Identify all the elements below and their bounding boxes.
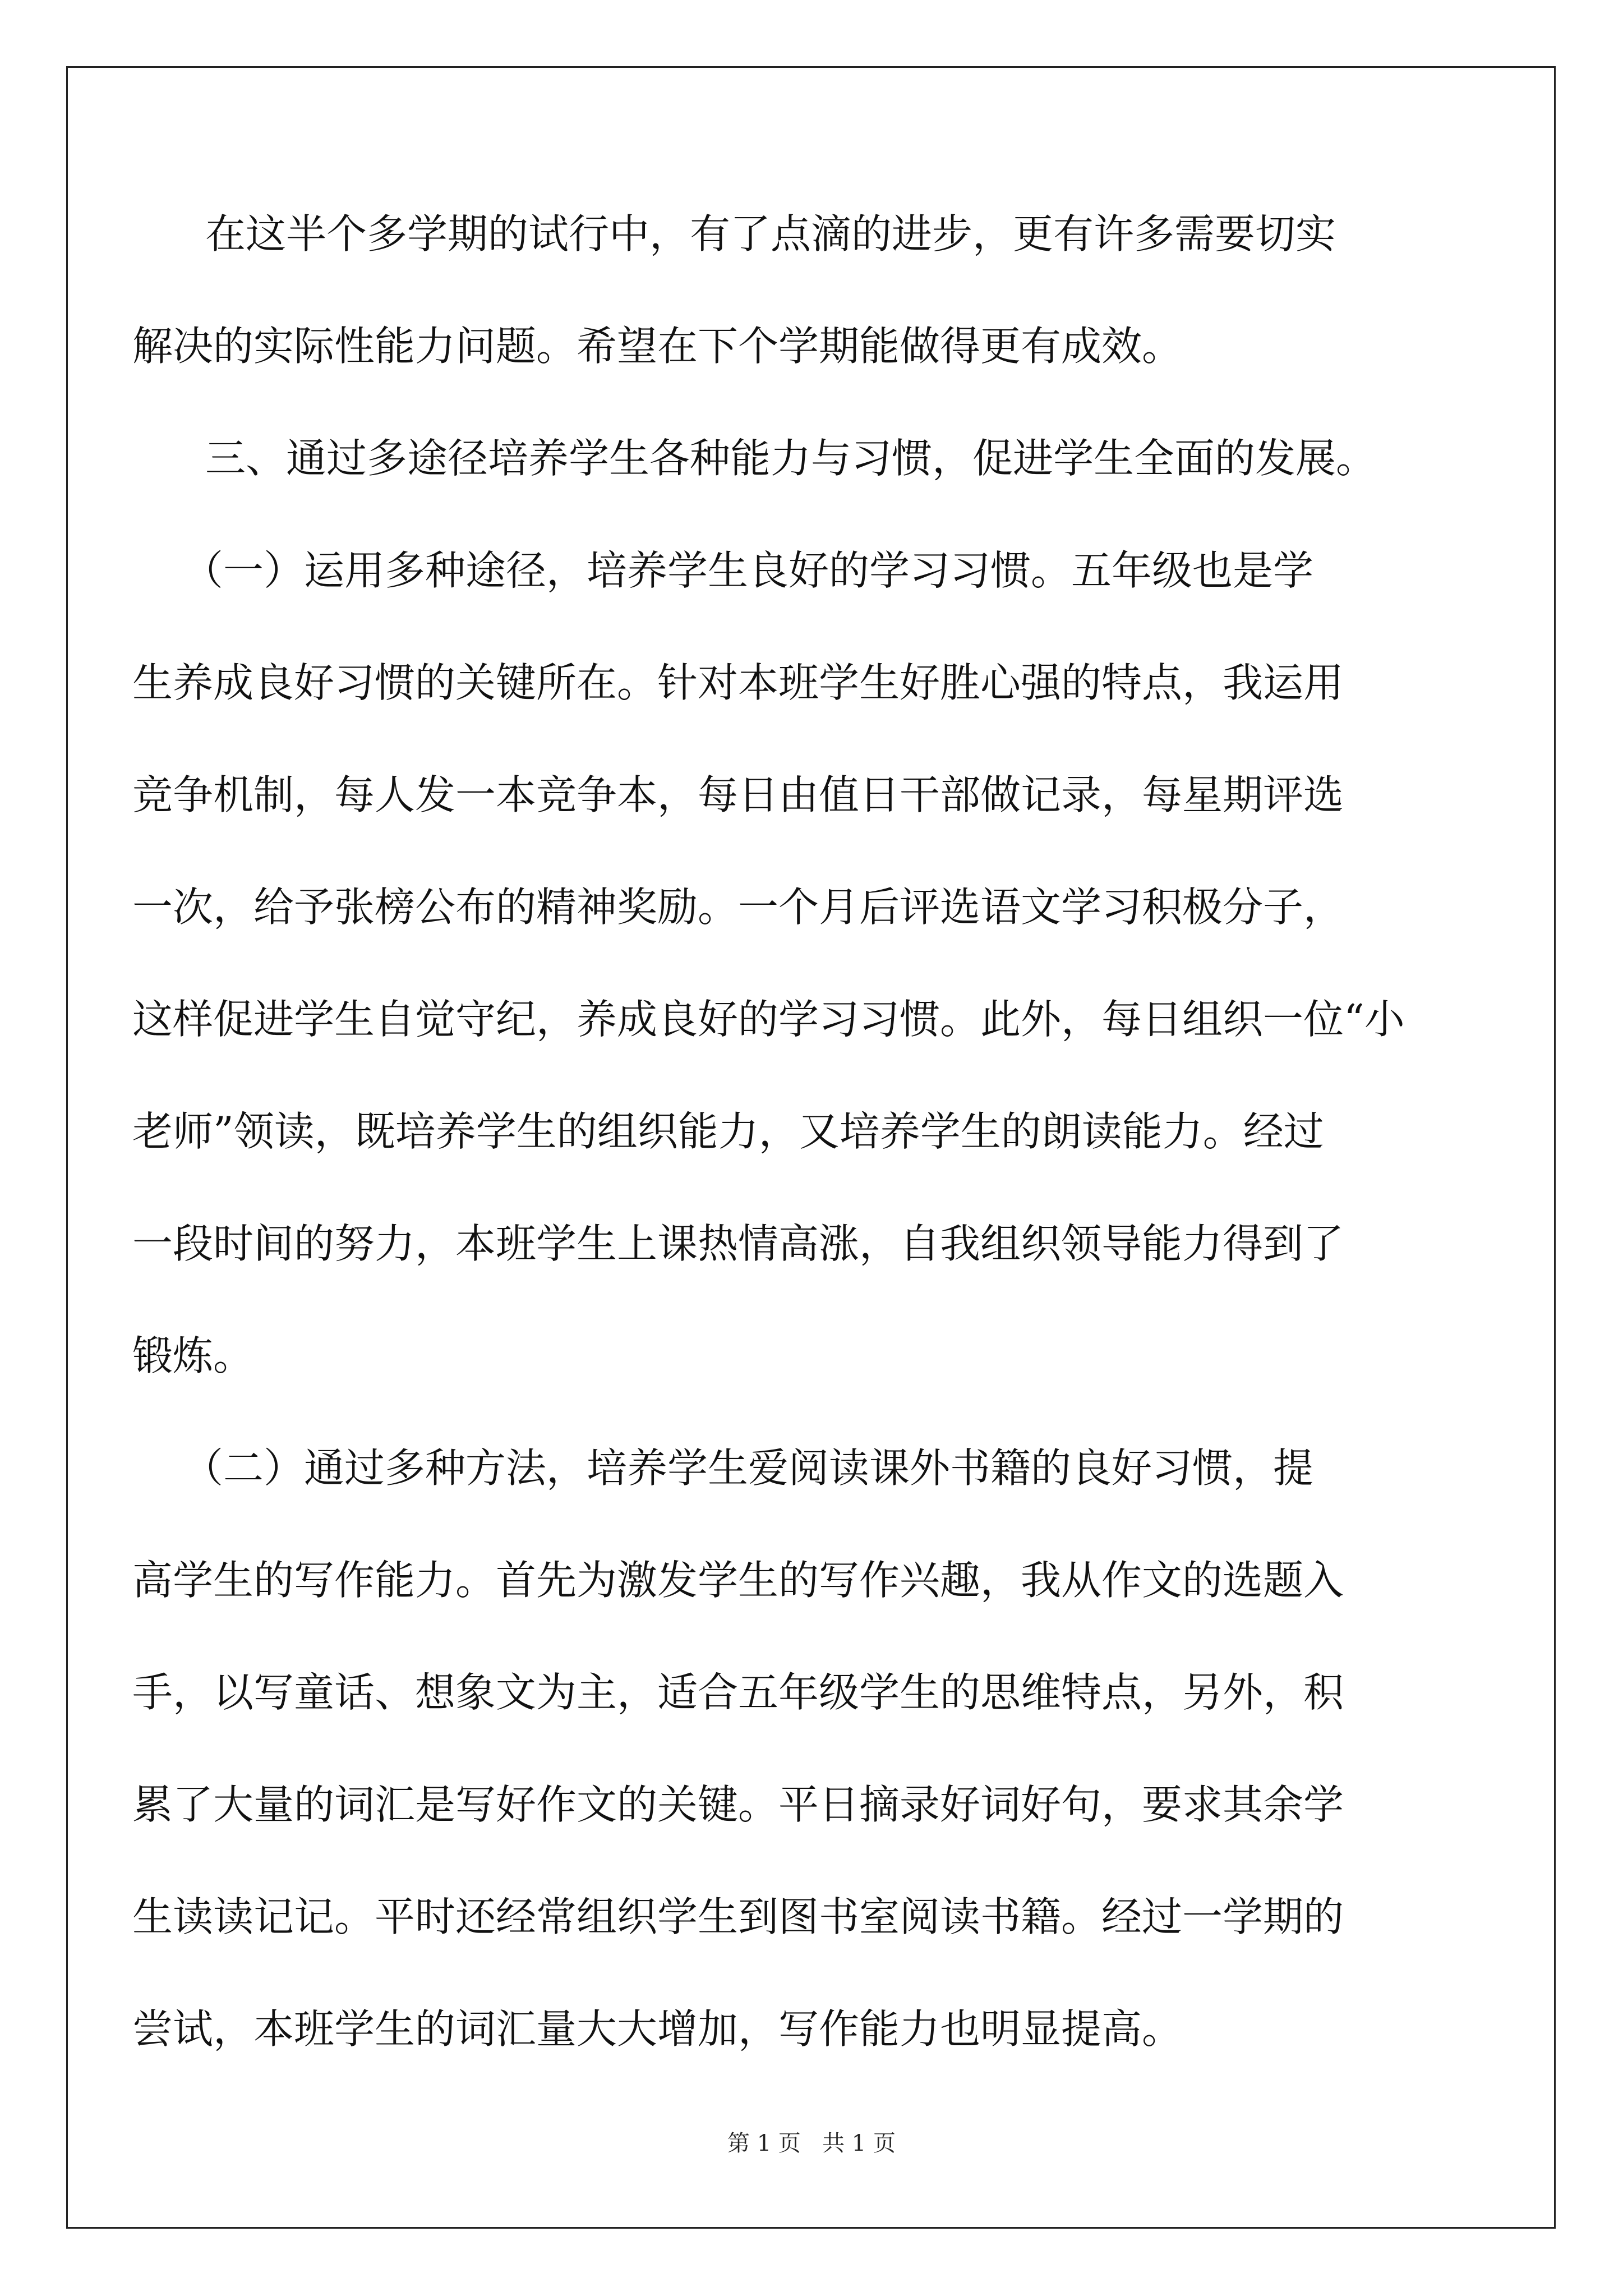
text-line: 高学生的写作能力。首先为激发学生的写作兴趣，我从作文的选题入 [132, 1557, 1344, 1604]
text-line: 在这半个多学期的试行中，有了点滴的进步，更有许多需要切实 [205, 210, 1336, 257]
text-line: 老师”领读，既培养学生的组织能力，又培养学生的朗读能力。经过 [132, 1108, 1324, 1155]
text-line: 生养成良好习惯的关键所在。针对本班学生好胜心强的特点，我运用 [132, 659, 1344, 706]
text-line: 锻炼。 [132, 1332, 254, 1379]
text-line: 这样促进学生自觉守纪，养成良好的学习习惯。此外，每日组织一位“小 [132, 996, 1405, 1043]
text-line: 生读读记记。平时还经常组织学生到图书室阅读书籍。经过一学期的 [132, 1893, 1344, 1940]
text-line: 一次，给予张榜公布的精神奖励。一个月后评选语文学习积极分子， [132, 884, 1344, 931]
text-line: 手，以写童话、想象文为主，适合五年级学生的思维特点，另外，积 [132, 1669, 1344, 1716]
text-line: 竞争机制，每人发一本竞争本，每日由值日干部做记录，每星期评选 [132, 771, 1344, 818]
text-line: 三、通过多途径培养学生各种能力与习惯，促进学生全面的发展。 [205, 435, 1377, 482]
text-line: 一段时间的努力，本班学生上课热情高涨，自我组织领导能力得到了 [132, 1220, 1344, 1267]
text-line: （一）运用多种途径，培养学生良好的学习习惯。五年级也是学 [183, 547, 1314, 594]
text-line: （二）通过多种方法，培养学生爱阅读课外书籍的良好习惯，提 [183, 1444, 1314, 1492]
text-line: 累了大量的词汇是写好作文的关键。平日摘录好词好句，要求其余学 [132, 1781, 1344, 1828]
page-number-footer: 第 1 页 共 1 页 [727, 2131, 896, 2156]
text-line: 解决的实际性能力问题。希望在下个学期能做得更有成效。 [132, 323, 1183, 370]
text-line: 尝试，本班学生的词汇量大大增加，写作能力也明显提高。 [132, 2005, 1183, 2053]
